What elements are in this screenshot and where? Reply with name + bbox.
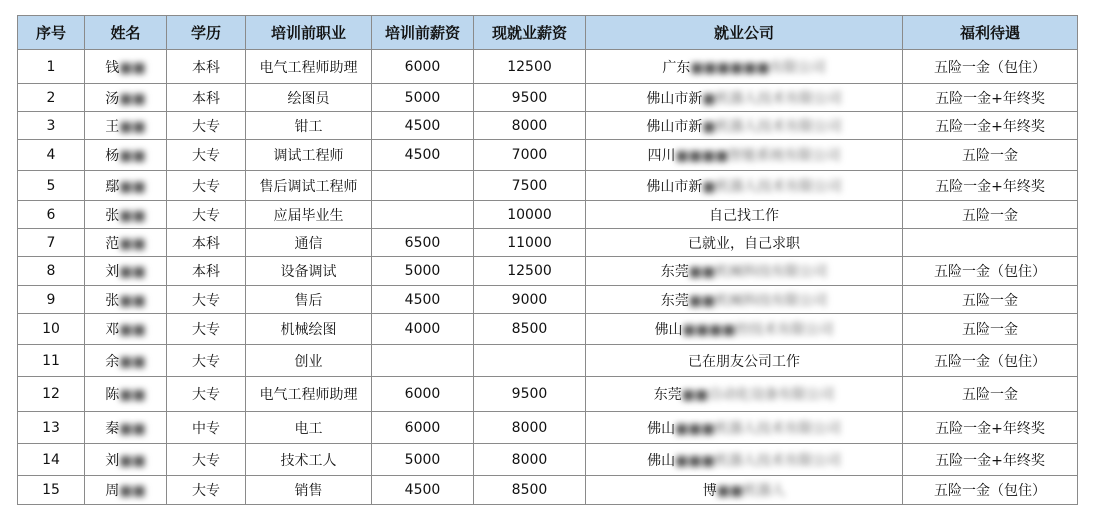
- previous-salary: [372, 201, 474, 229]
- col-header-current-salary: 现就业薪资: [474, 16, 586, 50]
- company: [586, 314, 903, 345]
- company: [586, 171, 903, 201]
- name-redacted: ■■: [119, 292, 146, 309]
- name-visible: 张: [105, 207, 120, 224]
- company: [586, 444, 903, 476]
- education: 大专: [167, 112, 246, 140]
- col-header-prev-job: 培训前职业: [246, 16, 372, 50]
- company: [586, 476, 903, 505]
- benefits: [903, 229, 1078, 257]
- previous-job: 电气工程师助理: [246, 377, 372, 412]
- company: [586, 229, 903, 257]
- previous-salary: 6000: [372, 377, 474, 412]
- name-visible: 秦: [105, 420, 120, 437]
- benefits: 五险一金（包住）: [903, 257, 1078, 286]
- row-number: 12: [18, 377, 85, 412]
- name-redacted: ■■: [119, 353, 146, 370]
- row-number: 13: [18, 412, 85, 444]
- previous-salary: 5000: [372, 257, 474, 286]
- company-visible: 博: [702, 483, 717, 499]
- company-redacted: ■机器人技术有限公司: [702, 178, 842, 195]
- company-visible: 自己找工作: [709, 207, 779, 224]
- row-number: 15: [18, 476, 85, 505]
- row-number: 11: [18, 345, 85, 377]
- previous-salary: 6000: [372, 412, 474, 444]
- previous-job: 钳工: [246, 112, 372, 140]
- name-visible: 钱: [105, 59, 120, 76]
- employee-name: [85, 412, 167, 444]
- col-header-prev-salary: 培训前薪资: [372, 16, 474, 50]
- company-visible: 广东: [662, 59, 691, 76]
- col-header-education: 学历: [167, 16, 246, 50]
- current-salary: 7000: [474, 140, 586, 171]
- name-redacted: ■■: [119, 420, 146, 437]
- benefits: 五险一金（包住）: [903, 50, 1078, 84]
- col-header-no: 序号: [18, 16, 85, 50]
- table-row: [18, 140, 1078, 171]
- company-redacted: ■■机械科技有限公司: [688, 264, 828, 280]
- previous-salary: 4500: [372, 286, 474, 314]
- company-visible: 四川: [647, 148, 676, 164]
- col-header-benefits: 福利待遇: [903, 16, 1078, 50]
- company-visible: 佛山: [647, 452, 676, 469]
- name-visible: 范: [105, 235, 120, 252]
- benefits: 五险一金+年终奖: [903, 171, 1078, 201]
- name-redacted: ■■: [119, 452, 146, 469]
- employee-name: [85, 229, 167, 257]
- benefits: 五险一金（包住）: [903, 345, 1078, 377]
- employee-name: [85, 112, 167, 140]
- table-row: [18, 201, 1078, 229]
- name-visible: 杨: [105, 148, 120, 164]
- table-body: [18, 50, 1078, 505]
- company-redacted: ■■■机器人技术有限公司: [675, 420, 841, 437]
- company: [586, 377, 903, 412]
- education: 大专: [167, 314, 246, 345]
- table-row: [18, 84, 1078, 112]
- name-redacted: ■■: [119, 483, 146, 499]
- row-number: 10: [18, 314, 85, 345]
- name-visible: 刘: [105, 264, 120, 280]
- current-salary: 11000: [474, 229, 586, 257]
- company-visible: 已就业，自己求职: [688, 235, 800, 252]
- company-redacted: ■■■■智能系统有限公司: [675, 148, 841, 164]
- company: [586, 84, 903, 112]
- name-redacted: ■■: [119, 148, 146, 164]
- name-redacted: ■■: [119, 90, 146, 107]
- education: 本科: [167, 84, 246, 112]
- current-salary: 8000: [474, 412, 586, 444]
- education: 大专: [167, 377, 246, 412]
- company: [586, 345, 903, 377]
- education: 大专: [167, 476, 246, 505]
- company-visible: 佛山: [647, 420, 676, 437]
- table-header: [18, 16, 1078, 50]
- name-visible: 刘: [105, 452, 120, 469]
- benefits: 五险一金+年终奖: [903, 444, 1078, 476]
- benefits: 五险一金（包住）: [903, 476, 1078, 505]
- current-salary: 10000: [474, 201, 586, 229]
- name-redacted: ■■: [119, 118, 146, 135]
- previous-salary: 4500: [372, 140, 474, 171]
- name-redacted: ■■: [119, 59, 146, 76]
- company: [586, 412, 903, 444]
- current-salary: [474, 345, 586, 377]
- header-row: [18, 16, 1078, 50]
- name-visible: 张: [105, 292, 120, 309]
- name-visible: 鄢: [105, 178, 120, 195]
- company-redacted: ■■■机器人技术有限公司: [675, 452, 841, 469]
- company-visible: 东莞: [660, 292, 689, 309]
- row-number: 9: [18, 286, 85, 314]
- name-visible: 王: [105, 118, 120, 135]
- company-redacted: ■■机械科技有限公司: [688, 292, 828, 309]
- company-redacted: ■■■■■■有限公司: [690, 59, 826, 76]
- benefits: 五险一金+年终奖: [903, 112, 1078, 140]
- employee-name: [85, 377, 167, 412]
- current-salary: 9500: [474, 377, 586, 412]
- employee-name: [85, 314, 167, 345]
- current-salary: 8500: [474, 314, 586, 345]
- previous-job: 创业: [246, 345, 372, 377]
- previous-job: 机械绘图: [246, 314, 372, 345]
- row-number: 3: [18, 112, 85, 140]
- previous-job: 售后: [246, 286, 372, 314]
- company-redacted: ■■自动化设备有限公司: [681, 387, 835, 403]
- education: 本科: [167, 257, 246, 286]
- previous-salary: [372, 345, 474, 377]
- table-row: [18, 476, 1078, 505]
- employment-table: [17, 15, 1078, 505]
- row-number: 5: [18, 171, 85, 201]
- education: 本科: [167, 229, 246, 257]
- company-redacted: ■机器人技术有限公司: [702, 118, 842, 135]
- company-redacted: ■机器人技术有限公司: [702, 90, 842, 107]
- table-row: [18, 286, 1078, 314]
- previous-salary: 6500: [372, 229, 474, 257]
- education: 大专: [167, 345, 246, 377]
- table-row: [18, 377, 1078, 412]
- name-redacted: ■■: [119, 235, 146, 252]
- company-redacted: ■■机器人: [716, 483, 786, 499]
- current-salary: 8000: [474, 444, 586, 476]
- table-row: [18, 171, 1078, 201]
- current-salary: 9500: [474, 84, 586, 112]
- previous-salary: 6000: [372, 50, 474, 84]
- name-redacted: ■■: [119, 207, 146, 224]
- current-salary: 9000: [474, 286, 586, 314]
- name-visible: 邓: [105, 322, 120, 338]
- company-redacted: ■■■■控技术有限公司: [682, 322, 834, 338]
- employee-name: [85, 286, 167, 314]
- table-row: [18, 112, 1078, 140]
- table-row: [18, 444, 1078, 476]
- col-header-name: 姓名: [85, 16, 167, 50]
- company-visible: 已在朋友公司工作: [688, 353, 800, 370]
- table-row: [18, 345, 1078, 377]
- company-visible: 佛山市新: [646, 90, 703, 107]
- education: 大专: [167, 286, 246, 314]
- company: [586, 50, 903, 84]
- employee-name: [85, 84, 167, 112]
- education: 大专: [167, 201, 246, 229]
- employee-name: [85, 257, 167, 286]
- employee-name: [85, 444, 167, 476]
- name-visible: 周: [105, 483, 120, 499]
- previous-salary: [372, 171, 474, 201]
- previous-job: 销售: [246, 476, 372, 505]
- employee-name: [85, 476, 167, 505]
- row-number: 1: [18, 50, 85, 84]
- previous-salary: 4000: [372, 314, 474, 345]
- current-salary: 8500: [474, 476, 586, 505]
- table-row: [18, 50, 1078, 84]
- company: [586, 286, 903, 314]
- company: [586, 201, 903, 229]
- benefits: 五险一金: [903, 286, 1078, 314]
- previous-job: 调试工程师: [246, 140, 372, 171]
- row-number: 6: [18, 201, 85, 229]
- table-row: [18, 314, 1078, 345]
- previous-job: 通信: [246, 229, 372, 257]
- row-number: 7: [18, 229, 85, 257]
- education: 大专: [167, 444, 246, 476]
- col-header-company: 就业公司: [586, 16, 903, 50]
- row-number: 14: [18, 444, 85, 476]
- row-number: 4: [18, 140, 85, 171]
- company-visible: 佛山市新: [646, 118, 703, 135]
- company-visible: 佛山市新: [646, 178, 703, 195]
- name-redacted: ■■: [119, 178, 146, 195]
- company: [586, 257, 903, 286]
- education: 本科: [167, 50, 246, 84]
- previous-job: 电工: [246, 412, 372, 444]
- previous-salary: 5000: [372, 444, 474, 476]
- benefits: 五险一金+年终奖: [903, 412, 1078, 444]
- row-number: 2: [18, 84, 85, 112]
- benefits: 五险一金: [903, 201, 1078, 229]
- benefits: 五险一金: [903, 314, 1078, 345]
- benefits: 五险一金: [903, 140, 1078, 171]
- table-row: [18, 412, 1078, 444]
- current-salary: 8000: [474, 112, 586, 140]
- previous-job: 绘图员: [246, 84, 372, 112]
- company-visible: 东莞: [653, 387, 682, 403]
- previous-salary: 5000: [372, 84, 474, 112]
- previous-job: 设备调试: [246, 257, 372, 286]
- employee-name: [85, 50, 167, 84]
- previous-job: 技术工人: [246, 444, 372, 476]
- table-row: [18, 257, 1078, 286]
- name-redacted: ■■: [119, 322, 146, 338]
- name-redacted: ■■: [119, 264, 146, 280]
- previous-salary: 4500: [372, 112, 474, 140]
- employee-name: [85, 140, 167, 171]
- company-visible: 佛山: [654, 322, 683, 338]
- benefits: 五险一金: [903, 377, 1078, 412]
- previous-salary: 4500: [372, 476, 474, 505]
- company-visible: 东莞: [660, 264, 689, 280]
- name-redacted: ■■: [119, 387, 146, 403]
- employee-name: [85, 171, 167, 201]
- previous-job: 电气工程师助理: [246, 50, 372, 84]
- education: 中专: [167, 412, 246, 444]
- company: [586, 140, 903, 171]
- employee-name: [85, 201, 167, 229]
- current-salary: 12500: [474, 257, 586, 286]
- table-row: [18, 229, 1078, 257]
- previous-job: 应届毕业生: [246, 201, 372, 229]
- row-number: 8: [18, 257, 85, 286]
- name-visible: 汤: [105, 90, 120, 107]
- name-visible: 陈: [105, 387, 120, 403]
- current-salary: 7500: [474, 171, 586, 201]
- education: 大专: [167, 171, 246, 201]
- employee-name: [85, 345, 167, 377]
- education: 大专: [167, 140, 246, 171]
- company: [586, 112, 903, 140]
- previous-job: 售后调试工程师: [246, 171, 372, 201]
- name-visible: 余: [105, 353, 120, 370]
- benefits: 五险一金+年终奖: [903, 84, 1078, 112]
- current-salary: 12500: [474, 50, 586, 84]
